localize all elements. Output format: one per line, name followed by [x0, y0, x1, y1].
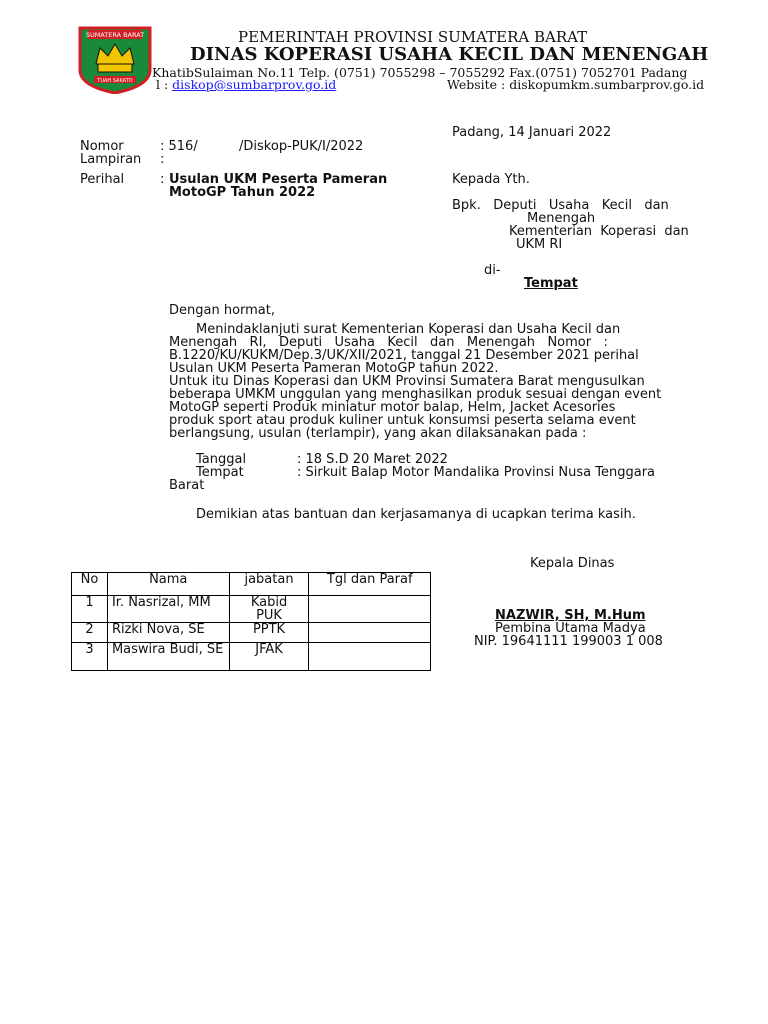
- signer-nip: NIP. 19641111 199003 1 008: [474, 634, 663, 649]
- place-date: Padang, 14 Januari 2022: [452, 125, 612, 140]
- lampiran-label: Lampiran: [80, 152, 142, 167]
- table-header-paraf: Tgl dan Paraf: [309, 573, 431, 596]
- table-row: [72, 643, 431, 671]
- perihal-label: Perihal: [80, 172, 125, 187]
- header-contact: [156, 77, 336, 92]
- tanggal-value: : 18 S.D 20 Maret 2022: [297, 452, 448, 467]
- table-row: [72, 596, 431, 623]
- perihal-value-2: MotoGP Tahun 2022: [169, 185, 316, 200]
- header-address: KhatibSulaiman No.11 Telp. (0751) 7055298 – 7055292 Fax.(0751) 7052701 Padang: [152, 65, 688, 80]
- row-paraf: [309, 596, 431, 623]
- table-header-no: No: [72, 573, 108, 596]
- nomor-value: : 516/ /Diskop-PUK/I/2022: [160, 139, 364, 154]
- tanggal-label: Tanggal: [196, 452, 247, 467]
- row-nama: Rizki Nova, SE: [107, 623, 229, 643]
- table-row: [72, 623, 431, 643]
- body-line: B.1220/KU/KUKM/Dep.3/UK/XII/2021, tanggal 21 Desember 2021 perihal: [169, 348, 639, 363]
- nomor-label: Nomor: [80, 139, 124, 154]
- tempat-heading: Tempat: [524, 276, 578, 291]
- tempat-label: Tempat: [196, 465, 244, 480]
- body-line: Untuk itu Dinas Koperasi dan UKM Provinsi Sumatera Barat mengusulkan: [169, 374, 645, 389]
- recipient-line-1: Bpk. Deputi Usaha Kecil dan: [452, 198, 669, 213]
- row-paraf: [309, 623, 431, 643]
- table-header-row: [72, 573, 431, 596]
- body-line: produk sport atau produk kuliner untuk konsumsi peserta selama event: [169, 413, 636, 428]
- header-government: PEMERINTAH PROVINSI SUMATERA BARAT: [238, 28, 588, 46]
- di: di-: [484, 263, 501, 278]
- table-header-jabatan: jabatan: [229, 573, 309, 596]
- recipient-line-3: Kementerian Koperasi dan: [509, 224, 689, 239]
- row-no: 1: [72, 596, 108, 623]
- row-nama: Maswira Budi, SE: [107, 643, 229, 671]
- kepada: Kepada Yth.: [452, 172, 530, 187]
- row-jabatan: Kabid PUK: [229, 596, 309, 623]
- body-line: MotoGP seperti Produk miniatur motor balap, Helm, Jacket Acesories: [169, 400, 616, 415]
- recipient-line-4: UKM RI: [516, 237, 563, 252]
- body-line: berlangsung, usulan (terlampir), yang akan dilaksanakan pada :: [169, 426, 587, 441]
- paraf-table: [71, 572, 431, 671]
- body-line: Menindaklanjuti surat Kementerian Koperasi dan Usaha Kecil dan: [196, 322, 621, 337]
- signer-name: NAZWIR, SH, M.Hum: [495, 608, 646, 623]
- table-header-nama: Nama: [107, 573, 229, 596]
- logo-text-bottom: TUAH SAKATO: [97, 78, 133, 84]
- closing-sentence: Demikian atas bantuan dan kerjasamanya di ucapkan terima kasih.: [196, 507, 636, 522]
- tempat-value: : Sirkuit Balap Motor Mandalika Provinsi Nusa Tenggara: [297, 465, 656, 480]
- body-line: Usulan UKM Peserta Pameran MotoGP tahun 2022.: [169, 361, 499, 376]
- header-agency: DINAS KOPERASI USAHA KECIL DAN MENENGAH: [190, 44, 709, 65]
- perihal-value-1: Usulan UKM Peserta Pameran: [169, 172, 388, 187]
- row-no: 2: [72, 623, 108, 643]
- row-jabatan: PPTK: [229, 623, 309, 643]
- perihal-colon: :: [160, 172, 165, 187]
- province-logo: [78, 26, 152, 94]
- lampiran-value: :: [160, 152, 165, 167]
- logo-text-top: SUMATERA BARAT: [85, 31, 145, 39]
- tempat-value-2: Barat: [169, 478, 205, 493]
- signer-rank: Pembina Utama Madya: [495, 621, 646, 636]
- salutation: Dengan hormat,: [169, 303, 276, 318]
- row-nama: Ir. Nasrizal, MM: [107, 596, 229, 623]
- header-website: Website : diskopumkm.sumbarprov.go.id: [447, 77, 705, 92]
- body-line: Menengah RI, Deputi Usaha Kecil dan Menengah Nomor :: [169, 335, 608, 350]
- signer-title: Kepala Dinas: [530, 556, 615, 571]
- row-paraf: [309, 643, 431, 671]
- header-contact-prefix: l :: [156, 77, 169, 92]
- email-link[interactable]: diskop@sumbarprov.go.id: [172, 77, 337, 92]
- body-line: beberapa UMKM unggulan yang menghasilkan produk sesuai dengan event: [169, 387, 662, 402]
- recipient-line-2: Menengah: [527, 211, 596, 226]
- row-jabatan: JFAK: [229, 643, 309, 671]
- row-no: 3: [72, 643, 108, 671]
